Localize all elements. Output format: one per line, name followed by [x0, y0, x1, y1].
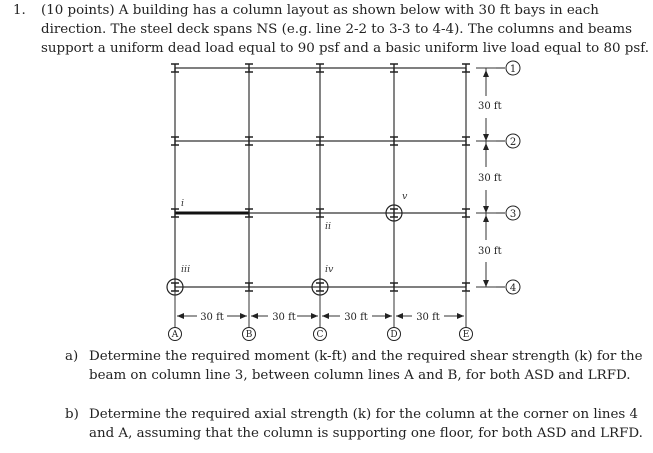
col-label-D: D: [390, 330, 398, 340]
question-text: (10 points) A building has a column layout as shown below with 30 ft bays in each direction. The steel deck spans NS (e.g. line 2-2 to 3-3 to 4-4). The columns and beams support a uniform dead load equal to 90 psf and a basic uniform live load equal to 80 psf.: [41, 3, 649, 56]
row-label-3: 3: [509, 209, 517, 220]
ns-dim-label-3: 30 ft: [478, 246, 502, 257]
col-label-A: A: [171, 330, 179, 340]
ew-dim-label-3: 30 ft: [344, 312, 368, 323]
member-label-iv: iv: [325, 264, 334, 275]
part-a-text: Determine the required moment (k-ft) and the required shear strength (k) for the beam on column line 3, between column lines A and B, for both ASD and LRFD.: [89, 349, 643, 383]
member-label-v: v: [402, 191, 408, 202]
col-label-E: E: [462, 330, 470, 340]
column-grid-lines: [175, 68, 466, 287]
highlighted-columns: [167, 205, 402, 295]
ns-dimension-labels: [478, 101, 502, 257]
row-label-1: 1: [509, 64, 517, 75]
ew-dim-label-2: 30 ft: [272, 312, 296, 323]
column-line-labels: [171, 330, 470, 340]
ew-dimension: [175, 291, 466, 330]
row-marker-labels: [510, 64, 516, 294]
question-number: 1.: [13, 3, 26, 18]
ns-dim-label-2: 30 ft: [478, 173, 502, 184]
member-label-i: i: [181, 198, 185, 209]
col-label-C: C: [316, 330, 324, 340]
member-labels: [181, 191, 408, 275]
member-label-ii: ii: [325, 221, 332, 232]
row-label-2: 2: [509, 137, 517, 148]
col-label-B: B: [245, 330, 253, 340]
member-label-iii: iii: [181, 264, 191, 275]
part-a-label: a): [65, 349, 79, 364]
ns-dim-label-1: 30 ft: [478, 101, 502, 112]
row-label-4: 4: [509, 283, 517, 294]
part-b-text: Determine the required axial strength (k) for the column at the corner on lines 4 and A, assuming that the column is supporting one floor, for both ASD and LRFD.: [89, 407, 643, 441]
ew-dim-label-4: 30 ft: [416, 312, 440, 323]
part-b-label: b): [65, 407, 79, 422]
ew-dim-label-1: 30 ft: [200, 312, 224, 323]
